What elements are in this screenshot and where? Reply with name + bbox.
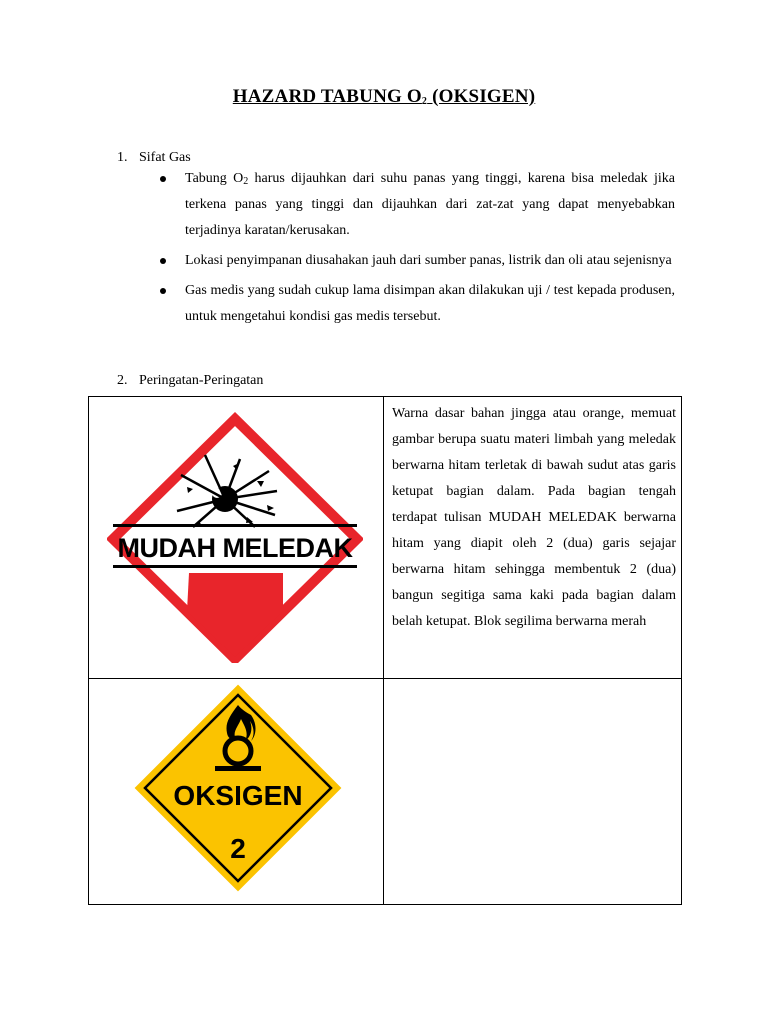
table-divider xyxy=(89,678,681,679)
warnings-table xyxy=(88,396,682,905)
section-label: Peringatan-Peringatan xyxy=(139,373,264,388)
oxidizer-hazard-sign xyxy=(133,683,343,893)
page-title: HAZARD TABUNG $O_2$ (OKSIGEN) xyxy=(232,86,536,107)
gas-properties-list xyxy=(158,166,675,334)
red-pentagon-block xyxy=(187,573,283,657)
class-number: 2 xyxy=(230,833,246,864)
explosive-description: Warna dasar bahan jingga atau orange, memuat gambar berupa suatu materi limbah yang meledak berwarna hitam terletak di bawah sudut atas garis ketupat bagian dalam. Pada bagian tengah terdapat tulisan MUDAH MELEDAK berwarna hitam yang diapit oleh 2 (dua) garis sejajar berwarna hitam sehingga membentuk 2 (dua) bangun segitiga sama kaki pada bagian dalam belah ketupat. Blok segilima berwarna merah xyxy=(392,406,676,629)
section-number: 2. xyxy=(117,373,128,388)
bullet-icon xyxy=(160,176,166,182)
table-divider xyxy=(383,397,384,904)
explosive-hazard-sign xyxy=(107,411,363,663)
list-item: Lokasi penyimpanan diusahakan jauh dari sumber panas, listrik dan oli atau sejenisnya xyxy=(158,248,675,274)
list-item: Tabung $O_2$ harus dijauhkan dari suhu panas yang tinggi, karena bisa meledak jika terkena panas yang tinggi dan dijauhkan dari zat-zat yang dapat menyebabkan terjadinya karatan/kerusakan. xyxy=(158,166,675,244)
section-number: 1. xyxy=(117,150,128,165)
sign-text: OKSIGEN xyxy=(173,780,303,811)
sign-text: MUDAH MELEDAK xyxy=(117,533,353,563)
bullet-icon xyxy=(160,288,166,294)
bullet-icon xyxy=(160,258,166,264)
section-label: Sifat Gas xyxy=(139,150,191,165)
list-item: Gas medis yang sudah cukup lama disimpan akan dilakukan uji / test kepada produsen, untuk mengetahui kondisi gas medis tersebut. xyxy=(158,278,675,330)
